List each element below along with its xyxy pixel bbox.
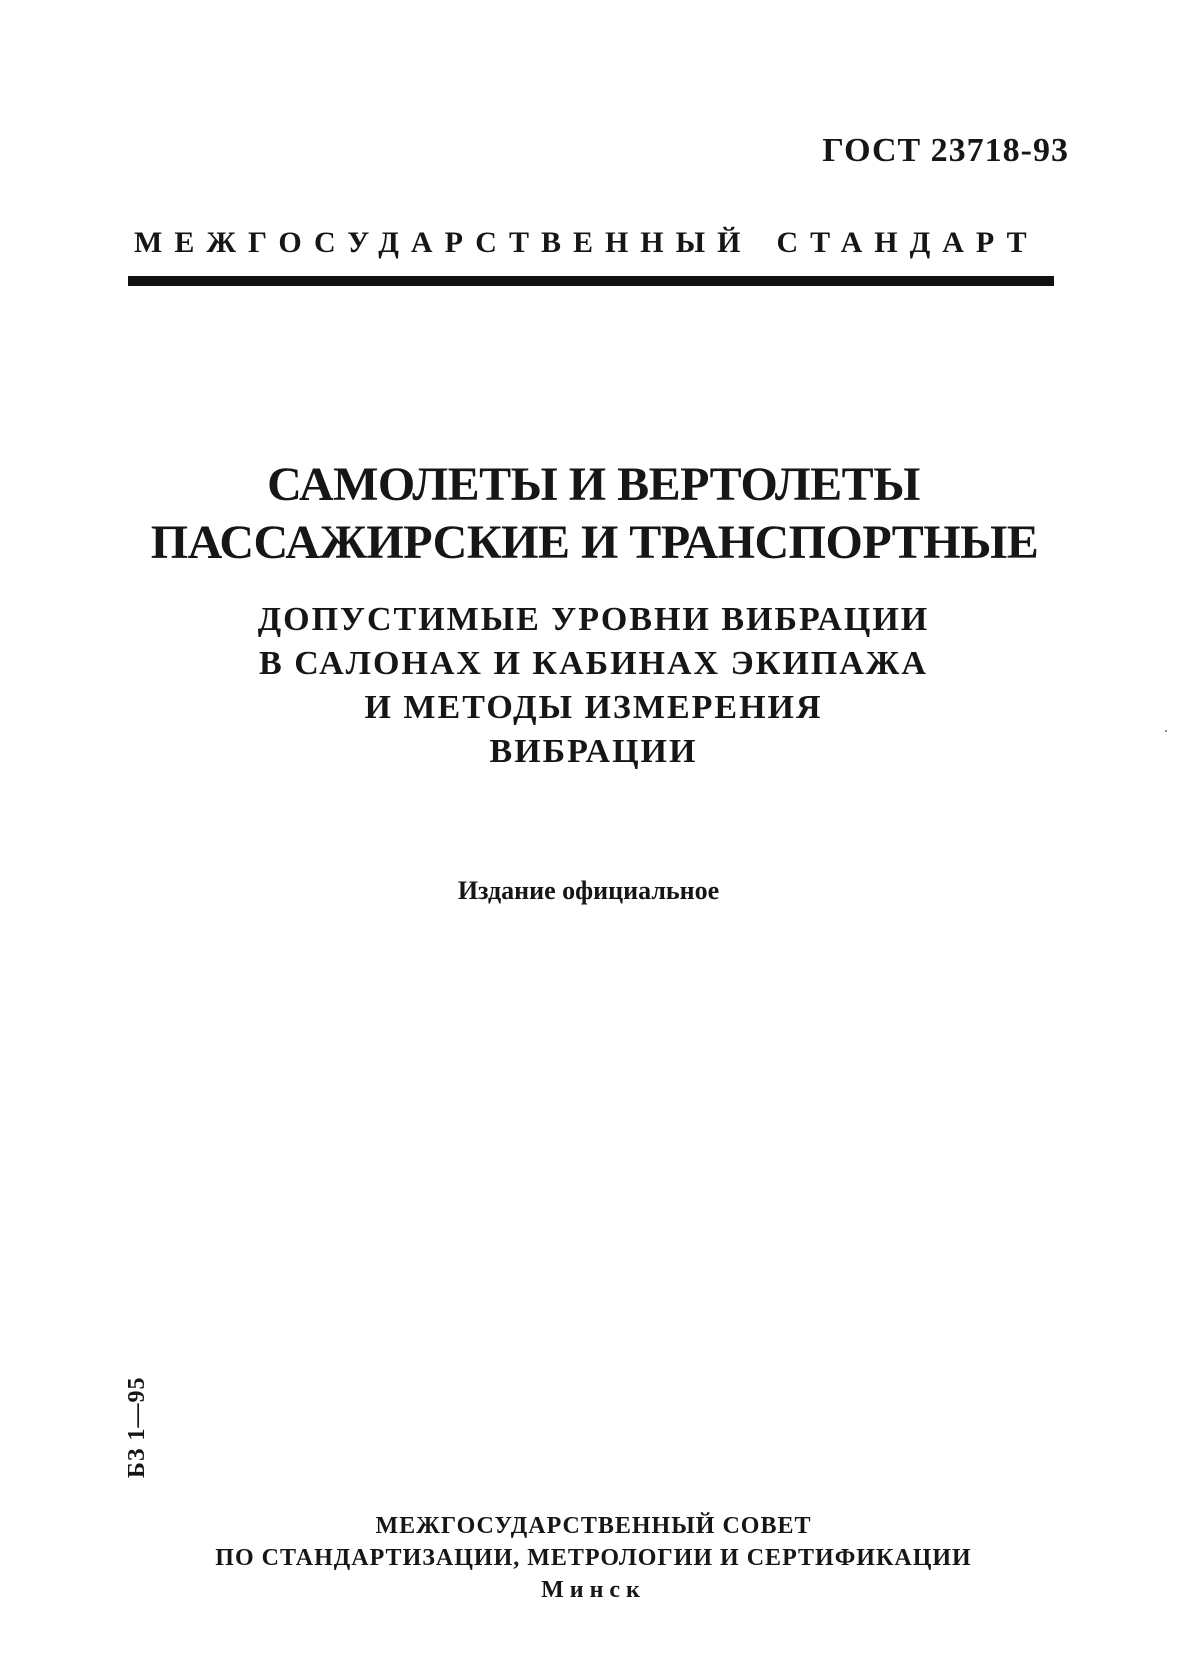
subtitle-line-1: ДОПУСТИМЫЕ УРОВНИ ВИБРАЦИИ [257,601,930,638]
header-rule [128,276,1054,286]
header-right-word: СТАНДАРТ [776,226,1039,259]
document-subtitle [0,598,1187,774]
publisher-city: Минск [541,1577,646,1603]
publisher-line-2: ПО СТАНДАРТИЗАЦИИ, МЕТРОЛОГИИ И СЕРТИФИКАЦИИ [215,1545,972,1571]
scan-speck [1165,730,1167,732]
document-title [0,456,1187,572]
publisher-block [0,1510,1187,1606]
side-catalog-code: БЗ 1—95 [124,1376,150,1478]
subtitle-line-4: ВИБРАЦИИ [489,733,698,770]
subtitle-line-2: В САЛОНАХ И КАБИНАХ ЭКИПАЖА [259,645,928,682]
standard-type-header [134,226,1054,260]
edition-text: Издание официальное [457,876,720,905]
title-line-1: САМОЛЕТЫ И ВЕРТОЛЕТЫ [267,458,920,511]
edition-note [0,876,1187,906]
subtitle-line-3: И МЕТОДЫ ИЗМЕРЕНИЯ [364,689,823,726]
document-number: ГОСТ 23718-93 [822,132,1069,169]
header-left-word: МЕЖГОСУДАРСТВЕННЫЙ [134,226,753,259]
publisher-line-1: МЕЖГОСУДАРСТВЕННЫЙ СОВЕТ [375,1513,812,1539]
title-line-2: ПАССАЖИРСКИЕ И ТРАНСПОРТНЫЕ [150,516,1039,569]
